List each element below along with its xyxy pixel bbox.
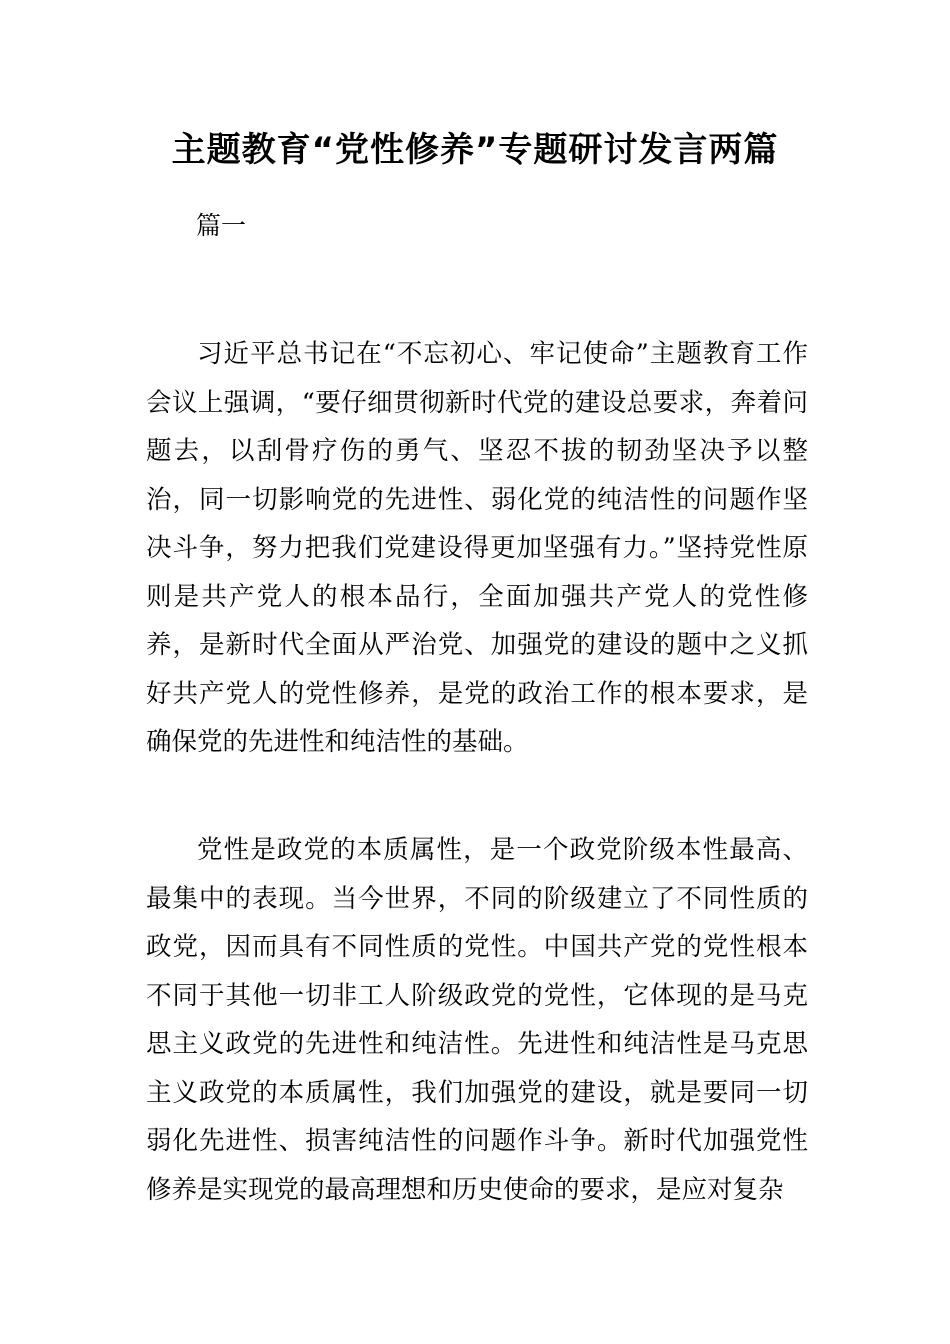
section-label: 篇一 <box>196 211 247 240</box>
paragraph-1: 习近平总书记在“不忘初心、牢记使命”主题教育工作会议上强调，“要仔细贯彻新时代党的建设总要求，奔着问题去，以刮骨疗伤的勇气、坚忍不拔的韧劲坚决予以整治，同一切影响党的先进性、弱化党的纯洁性的问题作坚决斗争，努力把我们党建设得更加坚强有力。”坚持党性原则是共产党人的根本品行，全面加强共产党人的党性修养，是新时代全面从严治党、加强党的建设的题中之义抓好共产党人的党性修养，是党的政治工作的根本要求，是确保党的先进性和纯洁性的基础。 <box>146 339 808 757</box>
paragraph-2: 党性是政党的本质属性，是一个政党阶级本性最高、最集中的表现。当今世界，不同的阶级建立了不同性质的政党，因而具有不同性质的党性。中国共产党的党性根本不同于其他一切非工人阶级政党的党性，它体现的是马克思主义政党的先进性和纯洁性。先进性和纯洁性是马克思主义政党的本质属性，我们加强党的建设，就是要同一切弱化先进性、损害纯洁性的问题作斗争。新时代加强党性修养是实现党的最高理想和历史使命的要求，是应对复杂 <box>146 835 808 1205</box>
document-title: 主题教育“党性修养”专题研讨发言两篇 <box>171 130 779 170</box>
